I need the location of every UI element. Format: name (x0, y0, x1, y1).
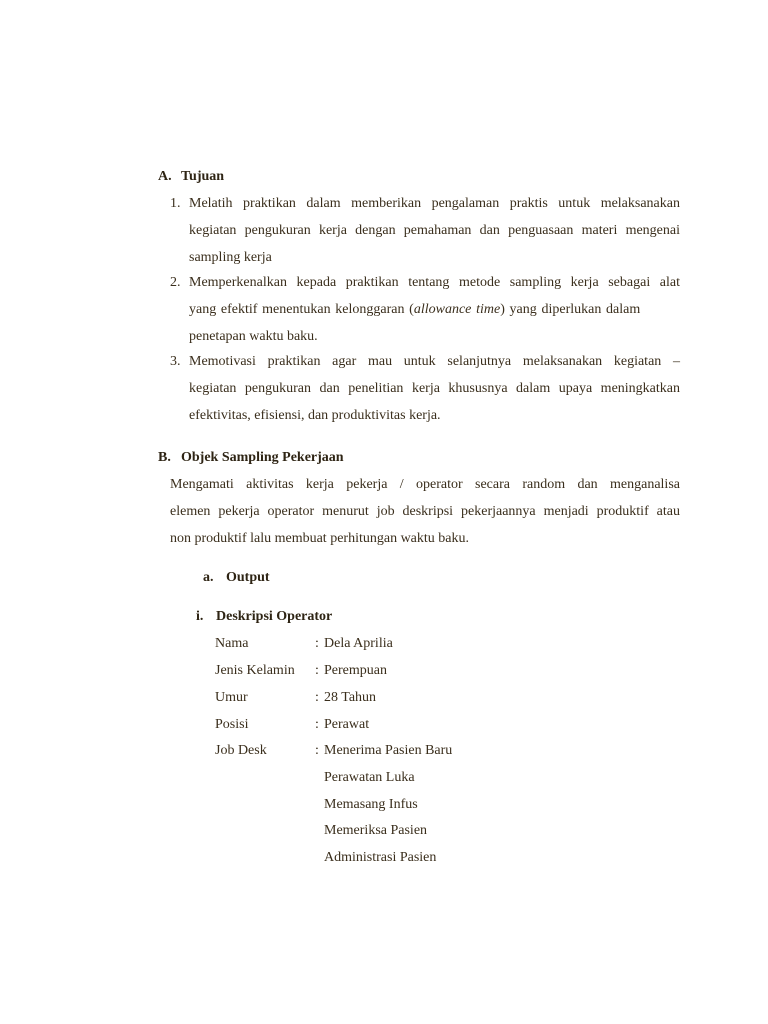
objective-number: 2. (170, 275, 181, 290)
jobdesk-item: Administrasi Pasien (324, 850, 437, 865)
field-row-jobdesk (0, 743, 768, 763)
output-title: Output (226, 570, 270, 585)
objective-line: Melatih praktikan dalam memberikan pengalaman praktis untuk melaksanakan (189, 196, 680, 211)
jobdesk-item: Memeriksa Pasien (324, 823, 428, 838)
field-separator: : (315, 743, 319, 758)
field-label: Jenis Kelamin (215, 663, 295, 678)
output-letter: a. (203, 570, 214, 585)
section-b-title: Objek Sampling Pekerjaan (181, 450, 344, 465)
objective-line: kegiatan pengukuran kerja dengan pemahaman dan penguasaan materi mengenai (189, 223, 680, 238)
field-label: Umur (215, 690, 248, 705)
objective-line: efektivitas, efisiensi, dan produktivitas kerja. (189, 408, 441, 423)
section-b-letter: B. (158, 450, 171, 465)
field-row-gender (0, 663, 768, 683)
objective-text: ) yang diperlukan dalam (500, 302, 641, 317)
section-a-title: Tujuan (181, 169, 225, 184)
objective-line: kegiatan pengukuran dan penelitian kerja khususnya dalam upaya meningkatkan (189, 381, 680, 396)
objective-line: sampling kerja (189, 250, 272, 265)
field-row-position (0, 717, 768, 737)
field-separator: : (315, 636, 319, 651)
output-heading (203, 570, 270, 586)
operator-heading (196, 609, 332, 625)
field-row-age (0, 690, 768, 710)
field-separator: : (315, 717, 319, 732)
section-a-letter: A. (158, 169, 172, 184)
objective-line: Memotivasi praktikan agar mau untuk selanjutnya melaksanakan kegiatan – (189, 354, 680, 369)
paragraph-line: Mengamati aktivitas kerja pekerja / operator secara random dan menganalisa (170, 477, 680, 492)
section-a-heading (158, 169, 224, 185)
operator-title: Deskripsi Operator (216, 609, 333, 624)
field-value: Perempuan (324, 663, 387, 678)
field-value: Menerima Pasien Baru (324, 743, 453, 758)
field-separator: : (315, 690, 319, 705)
operator-number: i. (196, 609, 204, 624)
objective-line: Memperkenalkan kepada praktikan tentang metode sampling kerja sebagai alat (189, 275, 680, 290)
field-label: Posisi (215, 717, 249, 732)
field-row-name (0, 636, 768, 656)
jobdesk-item: Perawatan Luka (324, 770, 415, 785)
field-label: Job Desk (215, 743, 267, 758)
section-b-heading (158, 450, 344, 466)
objective-number: 3. (170, 354, 181, 369)
field-value: 28 Tahun (324, 690, 377, 705)
paragraph-line: elemen pekerja operator menurut job deskripsi pekerjaannya menjadi produktif atau (170, 504, 680, 519)
objective-number: 1. (170, 196, 181, 211)
jobdesk-item: Memasang Infus (324, 797, 418, 812)
field-value: Dela Aprilia (324, 636, 393, 651)
field-value: Perawat (324, 717, 370, 732)
field-separator: : (315, 663, 319, 678)
field-label: Nama (215, 636, 249, 651)
objective-line: penetapan waktu baku. (189, 329, 318, 344)
objective-line (189, 302, 680, 318)
objective-text: yang efektif menentukan kelonggaran ( (189, 302, 414, 317)
allowance-time-term: allowance time (413, 302, 501, 317)
paragraph-line: non produktif lalu membuat perhitungan waktu baku. (170, 531, 469, 546)
